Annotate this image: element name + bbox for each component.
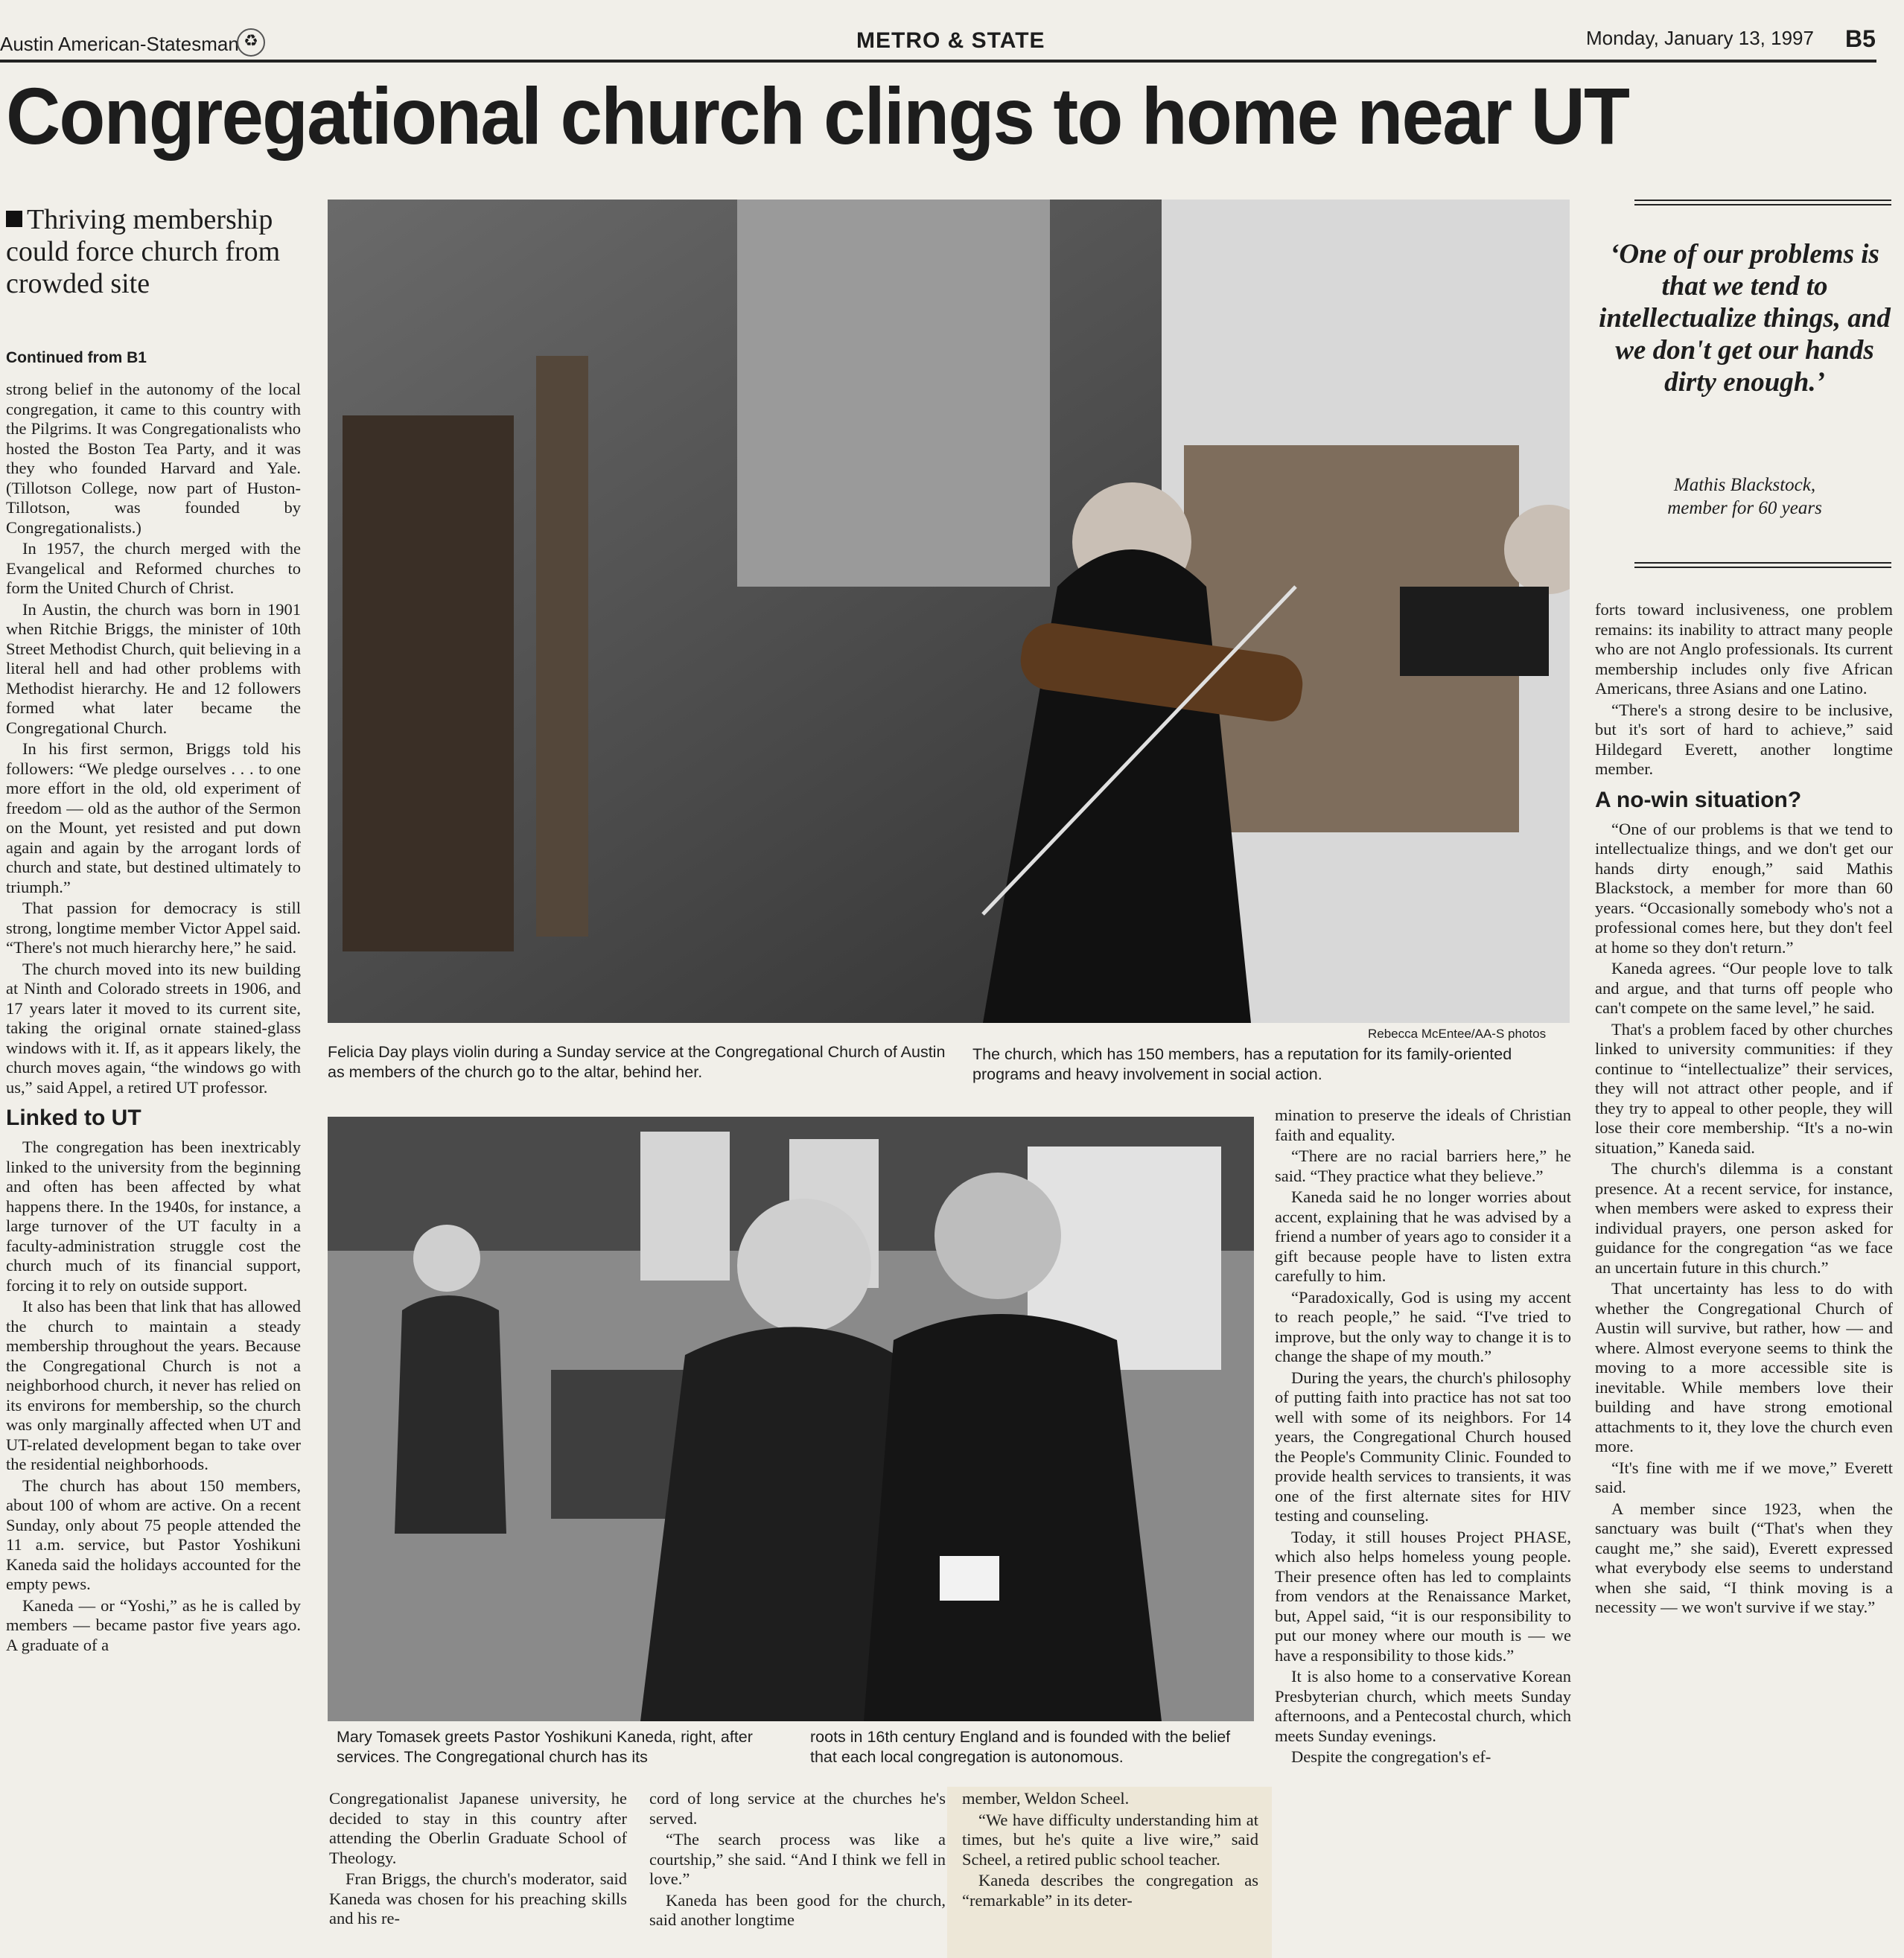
column-3-bottom bbox=[649, 1789, 946, 1932]
column-5 bbox=[1275, 1106, 1571, 1769]
photo-credit: Rebecca McEntee/AA-S photos bbox=[1368, 1027, 1547, 1041]
paragraph: In 1957, the church merged with the Evangelical and Reformed churches to form the United Church of Christ. bbox=[6, 539, 301, 597]
paragraph: The church moved into its new building at Ninth and Colorado streets in 1906, and 17 years later it moved to its current site, taking the original ornate stained-glass windows with it. If, as it appears likely, the church moves again, “the windows go with us,” said Appel, a retired UT professor. bbox=[6, 959, 301, 1097]
paragraph: Kaneda said he no longer worries about accent, explaining that he was advised by a friend a number of years ago to consider it a gift because people have to listen extra carefully to him. bbox=[1275, 1187, 1571, 1285]
headline: Congregational church clings to home near UT bbox=[6, 71, 1629, 161]
deck-text: Thriving membership could force church from crowded site bbox=[6, 204, 281, 299]
paragraph: “Paradoxically, God is using my accent to reach people,” he said. “I've tried to improve, but the only way to change it is to change the shape of my mouth.” bbox=[1275, 1287, 1571, 1365]
paragraph: Fran Briggs, the church's moderator, said Kaneda was chosen for his preaching skills and his re- bbox=[329, 1869, 627, 1927]
paragraph: mination to preserve the ideals of Christian faith and equality. bbox=[1275, 1106, 1571, 1144]
page-number: B5 bbox=[1845, 25, 1876, 52]
column-2-bottom bbox=[329, 1789, 627, 1930]
paragraph: During the years, the church's philosophy of putting faith into practice has not sat too well with some of its neighbors. For 14 years, the Congregational Church housed the People's Community Clinic. Founded to provide health services to transients, it was one of the first alternate sites for HIV testing and counseling. bbox=[1275, 1368, 1571, 1525]
photo-greeting bbox=[328, 1117, 1254, 1721]
column-1 bbox=[6, 380, 301, 1656]
paragraph: member, Weldon Scheel. bbox=[962, 1789, 1130, 1808]
paragraph: The church has about 150 members, about 100 of whom are active. On a recent Sunday, only about 75 people attended the 11 a.m. service, but Pastor Yoshikuni Kaneda said the holidays accounted for the empty pews. bbox=[6, 1476, 301, 1593]
caption-top-left: Felicia Day plays violin during a Sunday service at the Congregational Church of Austin as members of the church go to the altar, behind her. bbox=[328, 1043, 946, 1081]
photo-violinist-illustration bbox=[328, 200, 1570, 1023]
column-4-bottom bbox=[962, 1789, 1258, 1912]
paragraph: Congregationalist Japanese university, he decided to stay in this country after attending the Oberlin Graduate School of Theology. bbox=[329, 1789, 627, 1867]
bullet-icon bbox=[6, 211, 22, 227]
paragraph: Kaneda — or “Yoshi,” as he is called by members — became pastor five years ago. A graduate of a bbox=[6, 1595, 301, 1654]
subhead-nowin: A no-win situation? bbox=[1595, 787, 1802, 812]
paragraph: That passion for democracy is still strong, longtime member Victor Appel said. “There's not much hierarchy here,” he said. bbox=[6, 899, 301, 957]
paragraph: In Austin, the church was born in 1901 when Ritchie Briggs, the minister of 10th Street Methodist Church, quit believing in a literal hell and had other problems with Methodist hierarchy. He and 12 followers formed what later became the Congregational Church. bbox=[6, 599, 301, 737]
caption-top-right: The church, which has 150 members, has a reputation for its family-oriented programs and heavy involvement in social action. bbox=[972, 1045, 1512, 1083]
pullquote-rule-top bbox=[1634, 200, 1891, 205]
paragraph: In his first sermon, Briggs told his followers: “We pledge ourselves . . . to one more effort in the old, old experiment of freedom — old as the author of the Sermon on the Mount, yet resisted and put down again and again by the arrogant lords of church and state, but destined ultimately to triumph.” bbox=[6, 739, 301, 896]
paragraph: A member since 1923, when the sanctuary was built (“That's when they caught me,” she said), Everett expressed what everybody else seems to understand when she said, “I think moving is a necessity — we won't survive if we stay.” bbox=[1595, 1499, 1893, 1616]
subhead-linked: Linked to UT bbox=[6, 1106, 141, 1130]
name-tag bbox=[940, 1556, 999, 1601]
pullquote-role: member for 60 years bbox=[1667, 498, 1822, 518]
caption-bottom-right: roots in 16th century England and is founded with the belief that each local congregation is autonomous. bbox=[810, 1728, 1231, 1766]
paragraph: “One of our problems is that we tend to intellectualize things, and we don't get our hands dirty enough,” said Mathis Blackstock, a member for more than 60 years. “Occasionally somebody who's not a professional comes here, but they don't feel at home so they don't return.” bbox=[1595, 819, 1893, 957]
paragraph: Kaneda agrees. “Our people love to talk and argue, and that turns off people who can't compete on the same level,” he said. bbox=[1595, 959, 1893, 1017]
recycle-icon: ♻ bbox=[237, 28, 265, 57]
paragraph: “We have difficulty understanding him at times, but he's quite a live wire,” said Scheel, a retired public school teacher. bbox=[962, 1810, 1258, 1869]
pullquote-text: ‘One of our problems is that we tend to intellectualize things, and we don't get our hands dirty enough.’ bbox=[1599, 239, 1891, 398]
section-name: METRO & STATE bbox=[856, 28, 1045, 53]
pullquote-rule-bottom bbox=[1634, 562, 1891, 568]
paragraph: “There are no racial barriers here,” he said. “They practice what they believe.” bbox=[1275, 1147, 1571, 1185]
caption-bottom-left: Mary Tomasek greets Pastor Yoshikuni Kaneda, right, after services. The Congregational church has its bbox=[337, 1728, 753, 1766]
continued-line: Continued from B1 bbox=[6, 349, 147, 366]
paragraph: It also has been that link that has allowed the church to maintain a steady membership throughout the years. Because the Congregational Church is not a neighborhood church, it never has relied on its environs for membership, so the church was only marginally affected when UT and UT-related development began to take over the residential neighborhoods. bbox=[6, 1297, 301, 1473]
photo-violinist bbox=[328, 200, 1570, 1023]
paragraph: That's a problem faced by other churches linked to university communities: if they continue to “intellectualize” their services, they will not attract other people, and if they try to appeal to other people, they will lose their core membership. “It's a no-win situation,” Kaneda said. bbox=[1595, 1019, 1893, 1157]
paragraph: “The search process was like a courtship,” she said. “And I think we fell in love.” bbox=[649, 1830, 946, 1888]
photo-greeting-illustration bbox=[328, 1117, 1254, 1721]
paragraph: Kaneda has been good for the church, said another longtime bbox=[649, 1890, 946, 1929]
pullquote-attribution bbox=[1599, 473, 1890, 520]
paper-name: Austin American-Statesman bbox=[0, 33, 239, 55]
pullquote-name: Mathis Blackstock, bbox=[1673, 475, 1816, 495]
paragraph: cord of long service at the churches he's served. bbox=[649, 1789, 946, 1828]
paragraph: forts toward inclusiveness, one problem remains: its inability to attract many people who are not Anglo professionals. Its current membership includes only five African Americans, three Asians and one Latino. bbox=[1595, 600, 1893, 698]
paragraph: The congregation has been inextricably linked to the university from the beginning and often has been affected by what happens there. In the 1940s, for instance, a large turnover of the UT faculty in a faculty-administration struggle cost the church much of its financial support, forcing it to rely on outside support. bbox=[6, 1138, 301, 1295]
paragraph: It is also home to a conservative Korean Presbyterian church, which meets Sunday afternoons, and a Pentecostal church, which meets Sunday evenings. bbox=[1275, 1667, 1571, 1745]
deck bbox=[6, 204, 319, 300]
paragraph: Kaneda describes the congregation as “remarkable” in its deter- bbox=[962, 1871, 1258, 1910]
paragraph: Despite the congregation's ef- bbox=[1291, 1747, 1491, 1766]
paragraph: Today, it still houses Project PHASE, which also helps homeless young people. Their presence often has led to complaints from vendors at the Renaissance Market, but, Appel said, “it is our responsibility to put our money where our mouth is — we have a responsibility to those kids.” bbox=[1275, 1527, 1571, 1665]
paragraph: That uncertainty has less to do with whether the Congregational Church of Austin will survive, but rather, how — and where. Almost everyone seems to think the moving to a more accessible site is inevitable. While members love their building and have strong emotional attachments to it, they love the church even more. bbox=[1595, 1279, 1893, 1455]
paragraph: “It's fine with me if we move,” Everett said. bbox=[1595, 1458, 1893, 1496]
column-6 bbox=[1595, 600, 1893, 1619]
issue-date: Monday, January 13, 1997 bbox=[1586, 27, 1814, 49]
paragraph: The church's dilemma is a constant presence. At a recent service, for instance, when members were asked to express their individual prayers, one person asked for guidance for the congregation “as we face an uncertain future in this church.” bbox=[1595, 1159, 1893, 1277]
paragraph: “There's a strong desire to be inclusive, but it's sort of hard to achieve,” said Hildegard Everett, another longtime member. bbox=[1595, 700, 1893, 778]
paragraph: strong belief in the autonomy of the local congregation, it came to this country with the Pilgrims. It was Congregationalists who hosted the Boston Tea Party, and it was they who founded Harvard and Yale. (Tillotson College, now part of Huston-Tillotson, was founded by Congregationalists.) bbox=[6, 380, 301, 537]
